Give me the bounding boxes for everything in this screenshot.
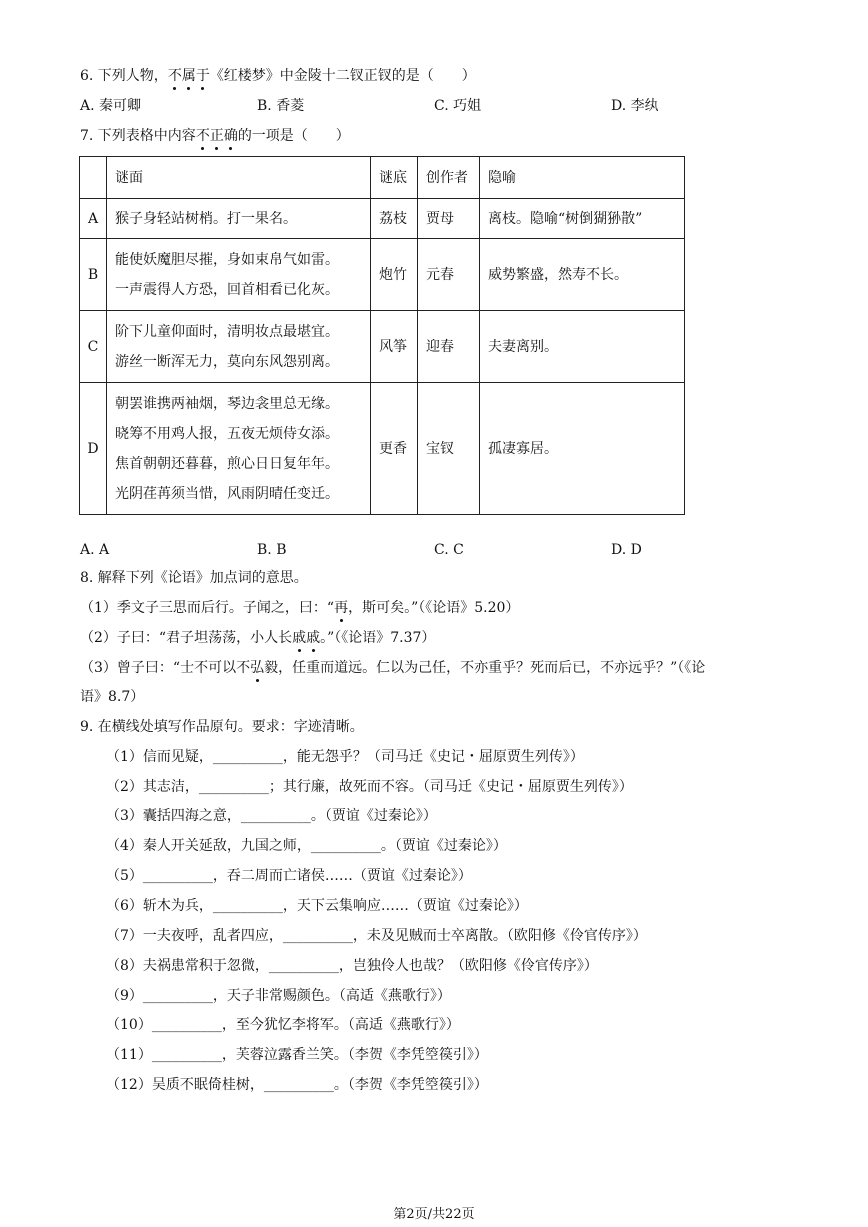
question-6-options	[80, 96, 780, 116]
author-cell: 迎春	[418, 311, 480, 383]
emphasis-char: 不	[195, 128, 210, 144]
author-cell: 元春	[418, 239, 480, 311]
row-letter: D	[80, 383, 107, 515]
answer-cell: 荔枝	[371, 199, 418, 239]
table-row	[80, 383, 685, 515]
emphasis-char: 不	[167, 68, 182, 84]
emphasis-char: 再	[334, 600, 349, 616]
header-cell: 隐喻	[480, 157, 685, 199]
riddle-cell: 能使妖魔胆尽摧，身如束帛气如雷。 一声震得人方恐，回首相看已化灰。	[107, 239, 371, 311]
emphasis-char: 确	[223, 128, 238, 144]
emphasis-char: 于	[195, 68, 210, 84]
emphasis-char: 属	[181, 68, 196, 84]
fill-blank-item: （10）__________，至今犹忆李将军。（高适《燕歌行》）	[106, 1017, 460, 1033]
fill-blank-item: （3）囊括四海之意，__________。（贾谊《过秦论》）	[106, 808, 437, 824]
option-a: A. 秦可卿	[80, 98, 142, 114]
question-7-stem: 7. 下列表格中内容不正确的一项是（ ）	[80, 128, 350, 144]
question-8-item-2: （2）子曰：“君子坦荡荡，小人长戚戚。”（《论语》7.37）	[80, 630, 436, 646]
riddle-cell: 朝罢谁携两袖烟，琴边衾里总无缘。 晓筹不用鸡人报，五夜无烦侍女添。 焦首朝朝还暮暮，煎心日日复年年。 光阴荏苒须当惜，风雨阴晴任变迁。	[107, 383, 371, 515]
row-letter: C	[80, 311, 107, 383]
table-row	[80, 239, 685, 311]
question-8-item-3: （3）曾子曰：“士不可以不弘毅，任重而道远。仁以为己任，不亦重乎？死而后已，不亦远乎？”（《论	[80, 660, 706, 676]
header-cell: 创作者	[418, 157, 480, 199]
meaning-cell: 离枝。隐喻“树倒猢狲散”	[480, 199, 685, 239]
emphasis-char: 戚	[292, 630, 307, 646]
fill-blank-item: （2）其志洁，__________；其行廉，故死而不容。（司马迁《史记・屈原贾生列传》）	[106, 779, 633, 795]
option-b: B. B	[257, 542, 287, 558]
table-header-row	[80, 157, 685, 199]
fill-blank-item: （5）__________，吞二周而亡诸侯……（贾谊《过秦论》）	[106, 868, 472, 884]
fill-blank-item: （7）一夫夜呼，乱者四应，__________，未及见贼而士卒离散。（欧阳修《伶官传序》）	[106, 928, 647, 944]
emphasis-char: 弘	[250, 660, 265, 676]
answer-cell: 更香	[371, 383, 418, 515]
question-8-item-1: （1）季文子三思而后行。子闻之，曰：“再，斯可矣。”（《论语》5.20）	[80, 600, 520, 616]
row-letter: A	[80, 199, 107, 239]
option-a: A. A	[80, 542, 110, 558]
answer-cell: 炮竹	[371, 239, 418, 311]
riddle-table	[79, 156, 685, 515]
meaning-cell: 威势繁盛，然寿不长。	[480, 239, 685, 311]
option-d: D. 李纨	[611, 98, 659, 114]
emphasis-char: 正	[209, 128, 224, 144]
option-b: B. 香菱	[257, 98, 305, 114]
table-row	[80, 311, 685, 383]
question-6-stem: 6. 下列人物，不属于《红楼梦》中金陵十二钗正钗的是（ ）	[80, 68, 476, 84]
riddle-cell: 阶下儿童仰面时，清明妆点最堪宜。 游丝一断浑无力，莫向东风怨别离。	[107, 311, 371, 383]
fill-blank-item: （12）吴质不眠倚桂树，__________。（李贺《李凭箜篌引》）	[106, 1077, 488, 1093]
header-cell: 谜面	[107, 157, 371, 199]
question-9-stem: 9. 在横线处填写作品原句。要求：字迹清晰。	[80, 719, 364, 735]
fill-blank-item: （6）斩木为兵，__________，天下云集响应……（贾谊《过秦论》）	[106, 898, 528, 914]
answer-cell: 风筝	[371, 311, 418, 383]
meaning-cell: 孤凄寡居。	[480, 383, 685, 515]
fill-blank-item: （8）夫祸患常积于忽微，__________，岂独伶人也哉？（欧阳修《伶官传序》）	[106, 958, 598, 974]
fill-blank-item: （4）秦人开关延敌，九国之师，__________。（贾谊《过秦论》）	[106, 838, 507, 854]
fill-blank-item: （9）__________，天子非常赐颜色。（高适《燕歌行》）	[106, 988, 451, 1004]
fill-blank-item: （11）__________，芙蓉泣露香兰笑。（李贺《李凭箜篌引》）	[106, 1047, 488, 1063]
fill-blank-item: （1）信而见疑，__________，能无怨乎？（司马迁《史记・屈原贾生列传》）	[106, 749, 584, 765]
author-cell: 贾母	[418, 199, 480, 239]
option-c: C. 巧姐	[434, 98, 482, 114]
question-8-item-3-continued: 语》8.7）	[80, 689, 145, 705]
emphasis-char: 戚	[306, 630, 321, 646]
meaning-cell: 夫妻离别。	[480, 311, 685, 383]
option-d: D. D	[611, 542, 642, 558]
author-cell: 宝钗	[418, 383, 480, 515]
riddle-cell: 猴子身轻站树梢。打一果名。	[107, 199, 371, 239]
header-cell	[80, 157, 107, 199]
header-cell: 谜底	[371, 157, 418, 199]
option-c: C. C	[434, 542, 464, 558]
table-row	[80, 199, 685, 239]
question-7-options	[80, 540, 780, 560]
question-8-stem: 8. 解释下列《论语》加点词的意思。	[80, 570, 308, 586]
row-letter: B	[80, 239, 107, 311]
page-number: 第2页/共22页	[393, 1207, 475, 1222]
